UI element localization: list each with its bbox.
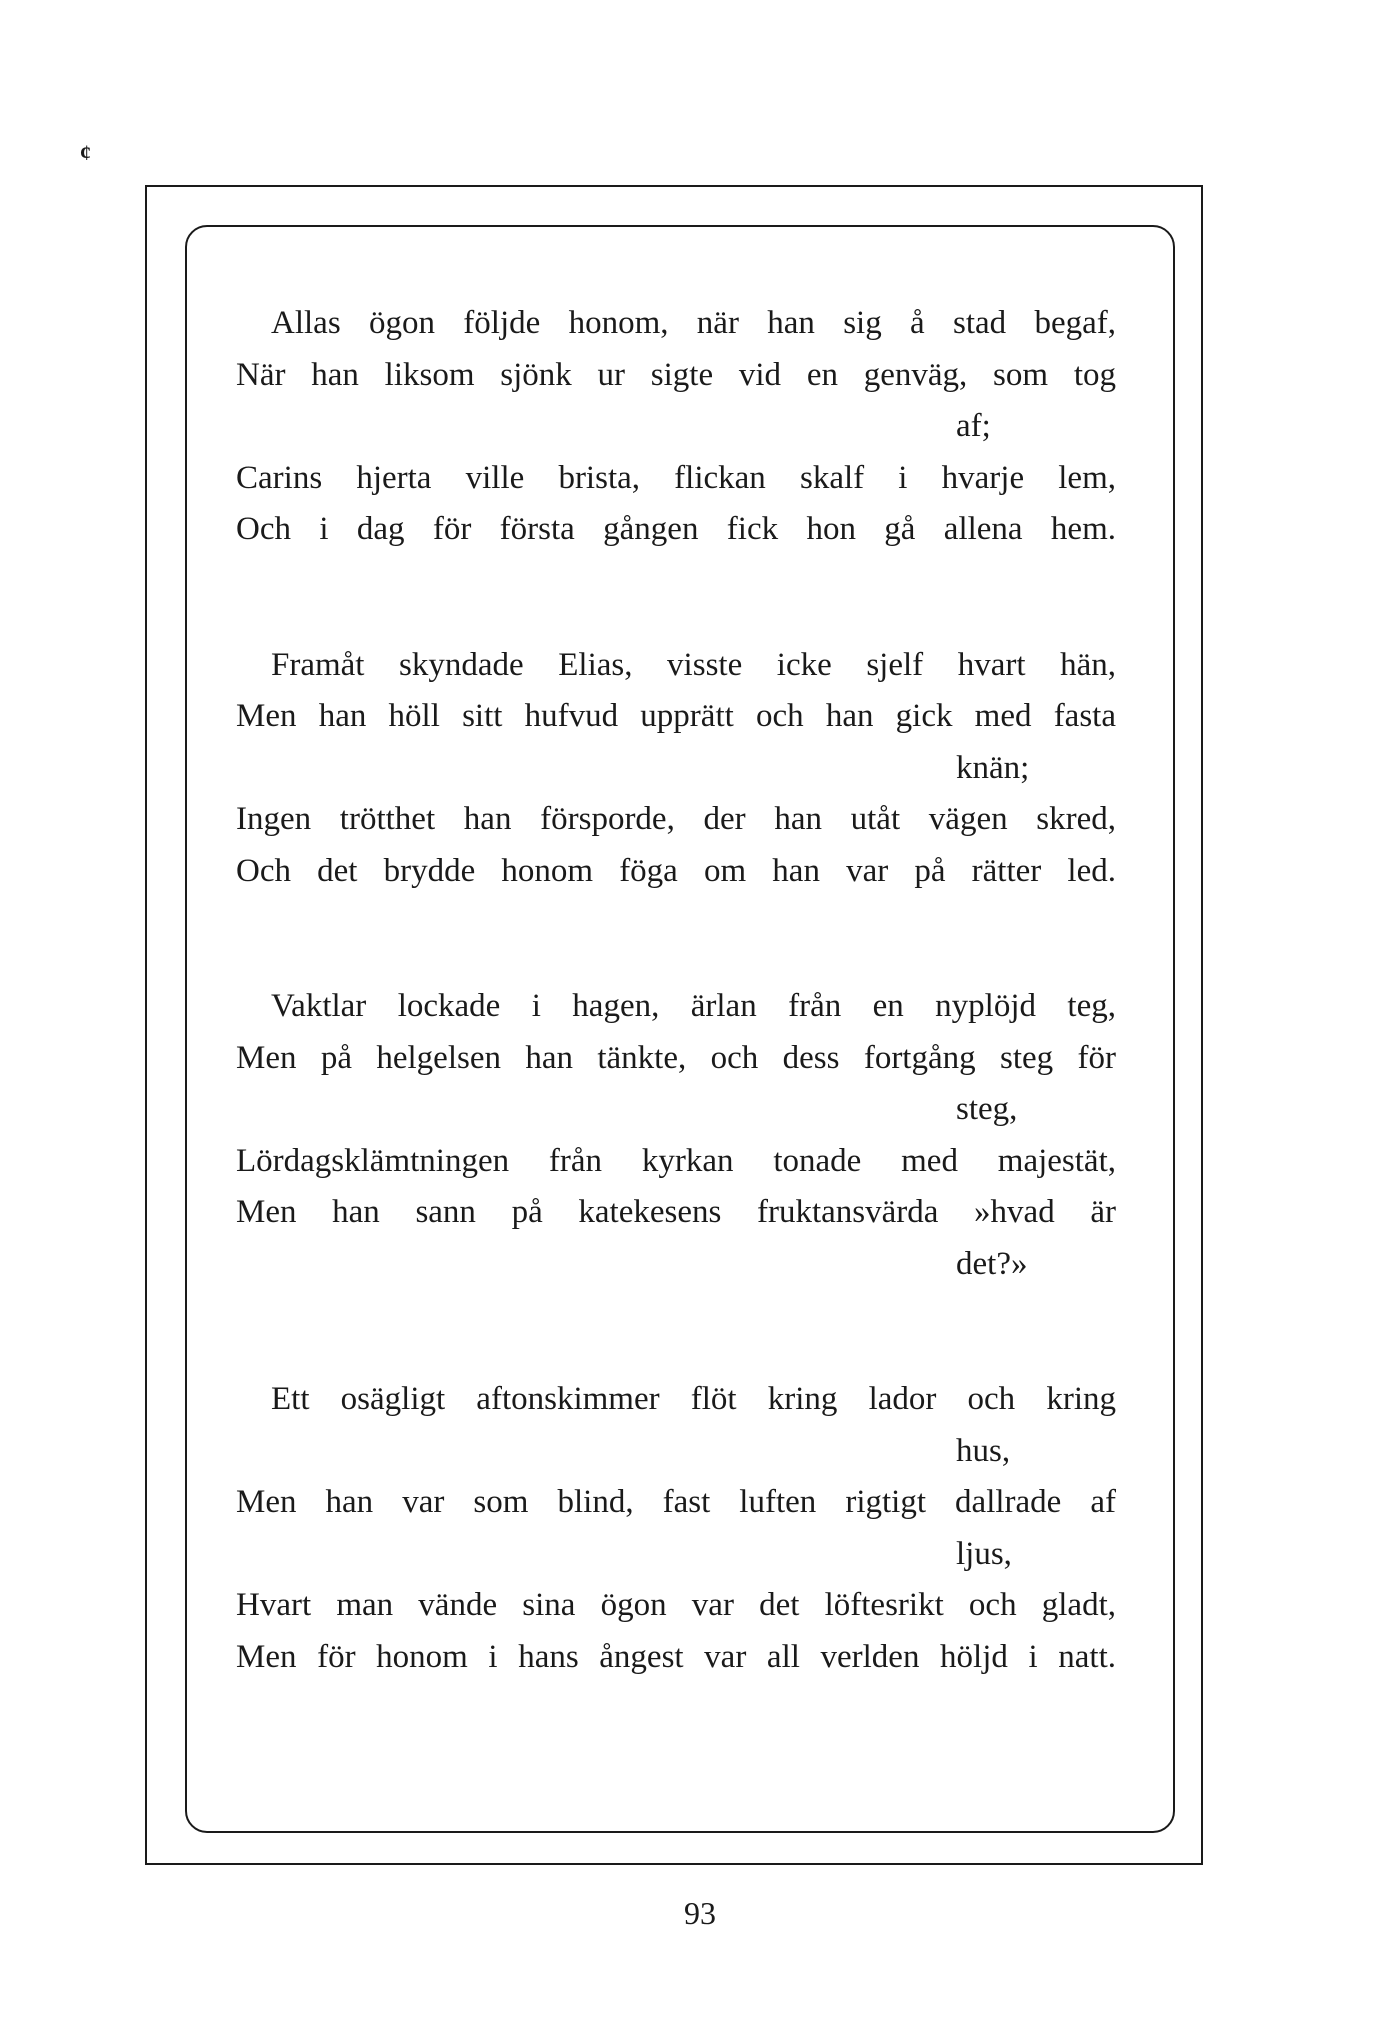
poem-line: Allas ögon följde honom, när han sig å stad begaf, (271, 305, 1116, 341)
poem-line: Ingen trötthet han försporde, der han utåt vägen skred, (236, 801, 1116, 837)
poem-line: Vaktlar lockade i hagen, ärlan från en nyplöjd teg, (271, 988, 1116, 1024)
poem-line: Men han var som blind, fast luften rigtigt dallrade af (236, 1484, 1116, 1520)
stanza (236, 298, 1116, 556)
poem-line: Men han sann på katekesens fruktansvärda »hvad är (236, 1194, 1116, 1230)
poem-line: Men på helgelsen han tänkte, och dess fortgång steg för (236, 1039, 1116, 1076)
poem-line: Och i dag för första gången fick hon gå allena hem. (236, 511, 1116, 547)
poem-line: Framåt skyndade Elias, visste icke sjelf hvart hän, (271, 646, 1116, 683)
poem-line: Hvart man vände sina ögon var det löftesrikt och gladt, (236, 1587, 1116, 1623)
poem-line: knän; (956, 749, 1030, 786)
poem-line: Carins hjerta ville brista, flickan skalf i hvarje lem, (236, 459, 1116, 496)
poem-line: steg, (956, 1091, 1018, 1127)
poem-line: Lördagsklämtningen från kyrkan tonade med majestät, (236, 1142, 1116, 1179)
poem-line: Men för honom i hans ångest var all verlden höljd i natt. (236, 1638, 1116, 1675)
poem-line: af; (956, 408, 991, 444)
poem-line: När han liksom sjönk ur sigte vid en genväg, som tog (236, 356, 1116, 393)
poem-body (236, 298, 1116, 1767)
stanza (236, 1374, 1116, 1683)
poem-line: det?» (956, 1245, 1028, 1282)
poem-line: Och det brydde honom föga om han var på rätter led. (236, 852, 1116, 889)
poem-line: Men han höll sitt hufvud upprätt och han gick med fasta (236, 698, 1116, 734)
stanza (236, 640, 1116, 898)
corner-mark: ¢ (80, 140, 91, 165)
page-number: 93 (684, 1895, 716, 1931)
poem-line: ljus, (956, 1535, 1012, 1572)
poem-line: hus, (956, 1432, 1011, 1469)
stanza (236, 981, 1116, 1290)
poem-line: Ett osägligt aftonskimmer flöt kring lador och kring (271, 1381, 1116, 1417)
